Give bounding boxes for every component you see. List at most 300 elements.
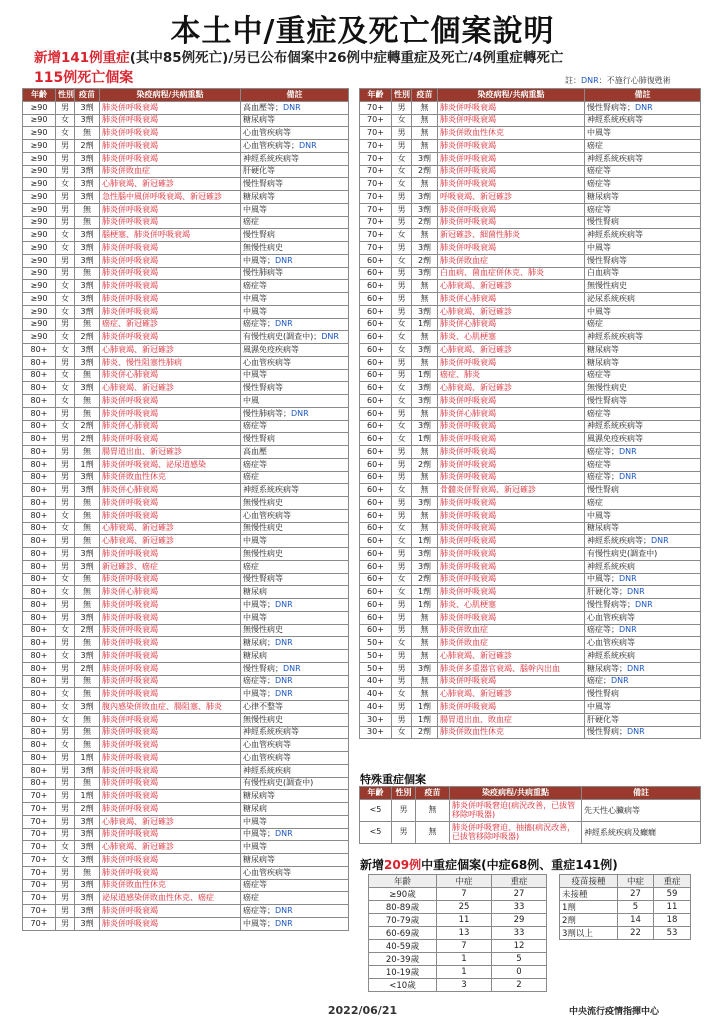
vaccine-cell: 2劑 bbox=[75, 624, 100, 637]
remark-cell bbox=[241, 815, 349, 828]
sex-cell: 男 bbox=[56, 446, 75, 459]
course-cell: 腸胃道出血、敗血症 bbox=[438, 713, 585, 726]
vaccine-cell: 2劑 bbox=[75, 803, 100, 816]
vaccine-cell: 2劑 bbox=[412, 573, 438, 586]
vaccine-cell: 無 bbox=[75, 713, 100, 726]
remark-text: 有慢性病史(調查中) bbox=[587, 548, 658, 558]
table-row bbox=[23, 101, 349, 114]
sex-cell: 男 bbox=[392, 293, 412, 306]
course-cell: 肺炎併呼吸衰竭 bbox=[438, 165, 585, 178]
sex-cell: 女 bbox=[392, 229, 412, 242]
moderate-cell: 25 bbox=[437, 901, 492, 914]
remark-text: 白血病等 bbox=[587, 268, 619, 278]
vaccine-cell: 3劑 bbox=[75, 484, 100, 497]
remark-text: 慢性腎病 bbox=[243, 434, 275, 444]
remark-text: 慢性腎病 bbox=[587, 485, 619, 495]
remark-cell bbox=[585, 497, 701, 510]
remark-text: 中風 bbox=[243, 395, 259, 405]
sex-cell: 男 bbox=[56, 152, 75, 165]
course-cell: 肺炎併呼吸衰竭 bbox=[438, 178, 585, 191]
remark-cell: 糖尿病等；DNR bbox=[585, 662, 701, 675]
course-cell: 肺炎併敗血症 bbox=[438, 624, 585, 637]
remark-cell bbox=[241, 203, 349, 216]
remark-text: 癌症等 bbox=[243, 421, 267, 431]
remark-cell bbox=[241, 484, 349, 497]
vaccine-cell: 3劑 bbox=[412, 420, 438, 433]
remark-text: 糖尿病等 bbox=[587, 523, 619, 533]
remark-text: 無慢性病史 bbox=[243, 497, 283, 507]
course-cell: 肺炎併呼吸衰竭 bbox=[438, 560, 585, 573]
course-cell: 肺炎、心肌梗塞 bbox=[438, 599, 585, 612]
course-cell: 肺炎併呼吸衰竭 bbox=[438, 433, 585, 446]
table-row bbox=[360, 484, 701, 497]
moderate-cell: 5 bbox=[618, 901, 654, 914]
age-cell: ≥90 bbox=[23, 267, 56, 280]
age-cell: 60+ bbox=[360, 280, 392, 293]
age-cell: 60+ bbox=[360, 395, 392, 408]
dnr-badge: DNR bbox=[275, 918, 293, 928]
remark-text: 慢性腎病等 bbox=[587, 102, 627, 112]
remark-cell: 癌症等；DNR bbox=[585, 446, 701, 459]
vaccine-cell: 2劑 bbox=[412, 458, 438, 471]
sex-cell: 男 bbox=[56, 611, 75, 624]
dnr-note bbox=[565, 75, 671, 86]
age-cell: 50+ bbox=[360, 637, 392, 650]
course-cell: 肺炎併敗血症 bbox=[438, 254, 585, 267]
sex-cell: 女 bbox=[392, 344, 412, 357]
table-row bbox=[23, 407, 349, 420]
vaccine-cell: 3劑 bbox=[75, 854, 100, 867]
remark-cell bbox=[585, 203, 701, 216]
table-row bbox=[23, 688, 349, 701]
sex-cell: 女 bbox=[56, 395, 75, 408]
severe-cell: 29 bbox=[492, 914, 547, 927]
course-cell: 肺炎併呼吸衰竭 bbox=[100, 599, 241, 612]
remark-cell bbox=[241, 752, 349, 765]
subtitle-detail: (其中85例死亡)/另已公布個案中26例中症轉重症及死亡/4例重症轉死亡 bbox=[129, 50, 564, 66]
remark-cell: 中風等；DNR bbox=[241, 917, 349, 930]
vaccine-cell: 3劑 bbox=[75, 382, 100, 395]
table-row bbox=[23, 650, 349, 663]
vaccine-cell: 2劑 bbox=[412, 165, 438, 178]
remark-cell bbox=[241, 229, 349, 242]
sex-cell: 女 bbox=[56, 178, 75, 191]
table-row bbox=[23, 752, 349, 765]
course-cell: 肺炎併呼吸衰竭 bbox=[100, 127, 241, 140]
vaccine-cell: 無 bbox=[75, 497, 100, 510]
remark-cell: 有慢性病史(調查中)；DNR bbox=[241, 331, 349, 344]
table-row bbox=[23, 191, 349, 204]
table-row bbox=[23, 344, 349, 357]
col-remark: 備註 bbox=[241, 89, 349, 102]
sex-cell: 男 bbox=[392, 509, 412, 522]
course-cell: 肺炎併呼吸衰竭 bbox=[100, 140, 241, 153]
severe-cell: 33 bbox=[492, 927, 547, 940]
table-row bbox=[23, 293, 349, 306]
sex-cell: 女 bbox=[56, 280, 75, 293]
age-cell: 80+ bbox=[23, 446, 56, 459]
course-cell: 白血病、菌血症併休克、肺炎 bbox=[438, 267, 585, 280]
course-cell: 肺炎併呼吸衰竭 bbox=[100, 497, 241, 510]
group-cell: 60-69歲 bbox=[369, 927, 437, 940]
table-row bbox=[360, 140, 701, 153]
course-cell: 肺炎併呼吸衰竭 bbox=[100, 688, 241, 701]
remark-cell bbox=[585, 637, 701, 650]
table-row bbox=[360, 178, 701, 191]
table-row bbox=[360, 535, 701, 548]
course-cell: 心肺衰竭、新冠確診 bbox=[100, 535, 241, 548]
vaccine-cell: 1劑 bbox=[75, 458, 100, 471]
moderate-cell: 11 bbox=[437, 914, 492, 927]
remark-cell bbox=[241, 242, 349, 255]
remark-cell: 先天性心臟病等 bbox=[582, 799, 701, 821]
col-sex: 性別 bbox=[392, 89, 412, 102]
remark-text: 神經系統疾病等 bbox=[587, 421, 643, 431]
table-row bbox=[23, 203, 349, 216]
course-cell: 肺炎併呼吸衰竭 bbox=[100, 790, 241, 803]
moderate-cell: 7 bbox=[437, 888, 492, 901]
table-row bbox=[23, 165, 349, 178]
remark-text: 有慢性病史(調查中) bbox=[243, 332, 314, 342]
table-row bbox=[23, 178, 349, 191]
age-cell: 80+ bbox=[23, 535, 56, 548]
remark-cell bbox=[241, 369, 349, 382]
table-row bbox=[23, 497, 349, 510]
remark-cell: 高血壓等；DNR bbox=[241, 101, 349, 114]
age-cell: 60+ bbox=[360, 458, 392, 471]
vaccine-cell: 3劑 bbox=[75, 841, 100, 854]
table-row bbox=[360, 497, 701, 510]
remark-cell: 癌症；DNR bbox=[585, 675, 701, 688]
remark-text: 慢性腎病 bbox=[243, 230, 275, 240]
age-cell: ≥90 bbox=[23, 140, 56, 153]
remark-text: 癌症 bbox=[243, 561, 259, 571]
remark-cell bbox=[241, 191, 349, 204]
sex-cell: 男 bbox=[56, 764, 75, 777]
remark-cell bbox=[585, 382, 701, 395]
table-row bbox=[369, 966, 547, 979]
course-cell: 心肺衰竭、新冠確診 bbox=[100, 178, 241, 191]
remark-text: 中風等 bbox=[243, 816, 267, 826]
sex-cell: 男 bbox=[392, 446, 412, 459]
age-cell: 70+ bbox=[360, 178, 392, 191]
dnr-badge: DNR bbox=[275, 689, 293, 699]
course-cell: 肺炎併呼吸衰竭 bbox=[100, 803, 241, 816]
severe-cell: 18 bbox=[654, 914, 691, 927]
col-moderate: 中症 bbox=[437, 875, 492, 888]
subtitle-prefix: 新增 bbox=[34, 50, 61, 66]
vaccine-cell: 無 bbox=[75, 522, 100, 535]
sex-cell: 男 bbox=[56, 216, 75, 229]
age-cell: 80+ bbox=[23, 433, 56, 446]
remark-text: 糖尿病 bbox=[243, 638, 267, 648]
remark-text: 神經系統疾病等 bbox=[587, 332, 643, 342]
remark-text: 癌症等 bbox=[243, 676, 267, 686]
vaccine-cell: 3劑 bbox=[75, 305, 100, 318]
age-cell: 70+ bbox=[23, 917, 56, 930]
age-cell: ≥90 bbox=[23, 101, 56, 114]
table-row bbox=[23, 509, 349, 522]
vaccine-cell: 1劑 bbox=[412, 369, 438, 382]
remark-cell bbox=[241, 216, 349, 229]
remark-cell bbox=[241, 764, 349, 777]
remark-text: 高血壓等 bbox=[243, 102, 275, 112]
sex-cell: 女 bbox=[56, 382, 75, 395]
severe-cell: 53 bbox=[654, 927, 691, 940]
remark-text: 中風等 bbox=[587, 128, 611, 138]
vaccine-cell: 無 bbox=[75, 739, 100, 752]
vaccine-cell: 無 bbox=[412, 140, 438, 153]
remark-text: 神經系統疾病等 bbox=[587, 536, 643, 546]
course-cell: 肺炎併呼吸衰竭 bbox=[100, 611, 241, 624]
sex-cell: 男 bbox=[392, 713, 412, 726]
vaccine-cell: 無 bbox=[75, 203, 100, 216]
remark-text: 慢性肺病等 bbox=[243, 408, 283, 418]
age-cell: 70+ bbox=[23, 803, 56, 816]
vaccine-cell: 2劑 bbox=[75, 420, 100, 433]
table-row bbox=[23, 318, 349, 331]
remark-cell bbox=[241, 790, 349, 803]
sex-cell: 女 bbox=[56, 624, 75, 637]
age-cell: ≥90 bbox=[23, 293, 56, 306]
course-cell: 肺炎併呼吸窘迫(病況改善，已拔管移除呼吸器) bbox=[450, 799, 582, 821]
remark-cell: 癌症等；DNR bbox=[585, 471, 701, 484]
table-row bbox=[360, 229, 701, 242]
remark-cell bbox=[585, 152, 701, 165]
table-row bbox=[360, 599, 701, 612]
vaccine-cell: 3劑 bbox=[412, 382, 438, 395]
remark-text: 中風等 bbox=[243, 918, 267, 928]
vaccine-cell: 3劑 bbox=[412, 395, 438, 408]
remark-text: 糖尿病等 bbox=[587, 357, 619, 367]
vaccine-cell: 2劑 bbox=[75, 140, 100, 153]
remark-text: 癌症 bbox=[587, 497, 603, 507]
remark-text: 中風等 bbox=[243, 306, 267, 316]
vaccine-cell: 無 bbox=[75, 509, 100, 522]
moderate-cell: 14 bbox=[618, 914, 654, 927]
note-dnr: DNR bbox=[581, 76, 599, 85]
note-prefix: 註： bbox=[565, 76, 581, 85]
dnr-badge: DNR bbox=[275, 829, 293, 839]
vaccine-cell: 1劑 bbox=[412, 535, 438, 548]
dnr-badge: DNR bbox=[619, 574, 637, 584]
sex-cell: 男 bbox=[392, 611, 412, 624]
severe-heading bbox=[360, 856, 618, 873]
course-cell: 肺炎併呼吸衰竭 bbox=[438, 114, 585, 127]
table-row bbox=[23, 305, 349, 318]
remark-text: 中風等 bbox=[587, 242, 611, 252]
col-age: 年齡 bbox=[360, 89, 392, 102]
sex-cell: 男 bbox=[56, 815, 75, 828]
sex-cell: 男 bbox=[392, 101, 412, 114]
remark-text: 慢性肺病等 bbox=[243, 268, 283, 278]
table-row bbox=[23, 127, 349, 140]
vaccine-cell: 3劑 bbox=[75, 229, 100, 242]
age-cell: 80+ bbox=[23, 624, 56, 637]
age-cell: 70+ bbox=[360, 191, 392, 204]
dnr-badge: DNR bbox=[627, 663, 645, 673]
course-cell: 肺炎併呼吸衰竭 bbox=[100, 854, 241, 867]
age-cell: 70+ bbox=[23, 892, 56, 905]
age-cell: 60+ bbox=[360, 356, 392, 369]
sex-cell: 男 bbox=[392, 216, 412, 229]
sex-cell: 女 bbox=[56, 573, 75, 586]
remark-text: 癌症等 bbox=[587, 408, 611, 418]
table-row bbox=[23, 280, 349, 293]
remark-cell bbox=[241, 586, 349, 599]
sex-cell: 男 bbox=[56, 917, 75, 930]
sex-cell: 女 bbox=[392, 382, 412, 395]
vaccine-cell: 無 bbox=[75, 573, 100, 586]
deaths-heading: 115例死亡個案 bbox=[34, 70, 134, 86]
course-cell: 肺炎併呼吸衰竭 bbox=[100, 713, 241, 726]
sex-cell: 女 bbox=[56, 701, 75, 714]
sex-cell: 女 bbox=[392, 395, 412, 408]
sex-cell: 男 bbox=[56, 752, 75, 765]
remark-cell: 慢性腎病；DNR bbox=[241, 662, 349, 675]
group-cell: ≥90歲 bbox=[369, 888, 437, 901]
remark-cell bbox=[241, 356, 349, 369]
age-cell: ≥90 bbox=[23, 152, 56, 165]
table-row bbox=[360, 433, 701, 446]
table-row bbox=[23, 599, 349, 612]
dnr-badge: DNR bbox=[283, 663, 301, 673]
table-row bbox=[369, 927, 547, 940]
remark-cell bbox=[241, 114, 349, 127]
col-remark: 備註 bbox=[585, 89, 701, 102]
remark-cell: 慢性肺病等；DNR bbox=[241, 407, 349, 420]
course-cell: 心肺衰竭、新冠確診 bbox=[438, 344, 585, 357]
course-cell: 肺炎併呼吸衰竭 bbox=[100, 675, 241, 688]
table-row bbox=[360, 446, 701, 459]
sex-cell: 女 bbox=[56, 331, 75, 344]
remark-text: 中風等 bbox=[587, 574, 611, 584]
vaccine-cell: 無 bbox=[75, 586, 100, 599]
remark-cell bbox=[585, 548, 701, 561]
age-cell: 70+ bbox=[360, 216, 392, 229]
col-sex: 性別 bbox=[56, 89, 75, 102]
group-cell: 40-59歲 bbox=[369, 940, 437, 953]
remark-text: 慢性腎病等 bbox=[243, 574, 283, 584]
table-row bbox=[360, 395, 701, 408]
table-row bbox=[360, 675, 701, 688]
vaccine-cell: 1劑 bbox=[412, 713, 438, 726]
sex-cell: 男 bbox=[56, 560, 75, 573]
vaccine-cell: 3劑 bbox=[412, 191, 438, 204]
age-cell: 80+ bbox=[23, 560, 56, 573]
remark-cell bbox=[241, 892, 349, 905]
course-cell: 心肺衰竭、新冠確診 bbox=[438, 650, 585, 663]
sex-cell: 男 bbox=[56, 803, 75, 816]
age-cell: 70+ bbox=[23, 905, 56, 918]
vaccine-cell: 3劑 bbox=[412, 344, 438, 357]
remark-text: 癌症 bbox=[587, 140, 603, 150]
table-row bbox=[369, 953, 547, 966]
dnr-badge: DNR bbox=[275, 905, 293, 915]
table-row bbox=[560, 914, 691, 927]
remark-cell: 中風等；DNR bbox=[585, 573, 701, 586]
dnr-badge: DNR bbox=[627, 587, 645, 597]
remark-cell: 癌症等；DNR bbox=[585, 624, 701, 637]
remark-cell bbox=[241, 573, 349, 586]
table-row bbox=[369, 901, 547, 914]
age-cell: 60+ bbox=[360, 548, 392, 561]
remark-text: 神經系統疾病等 bbox=[243, 485, 299, 495]
vaccine-cell: 3劑 bbox=[412, 267, 438, 280]
table-row bbox=[23, 586, 349, 599]
remark-cell: 慢性腎病；DNR bbox=[585, 726, 701, 739]
course-cell: 肺炎併呼吸衰竭 bbox=[438, 548, 585, 561]
vaccine-cell: 無 bbox=[412, 331, 438, 344]
table-row bbox=[23, 395, 349, 408]
course-cell: 心肺衰竭、新冠確診 bbox=[100, 815, 241, 828]
sex-cell: 女 bbox=[56, 522, 75, 535]
age-cell: ≥90 bbox=[23, 127, 56, 140]
age-cell: 80+ bbox=[23, 509, 56, 522]
age-cell: ≥90 bbox=[23, 216, 56, 229]
course-cell: 肺炎併呼吸衰竭 bbox=[100, 407, 241, 420]
remark-cell bbox=[585, 280, 701, 293]
remark-cell bbox=[241, 624, 349, 637]
remark-cell bbox=[241, 560, 349, 573]
remark-text: 癌症等 bbox=[587, 204, 611, 214]
remark-cell: 心血管疾病等；DNR bbox=[241, 140, 349, 153]
sex-cell: 男 bbox=[392, 821, 416, 843]
sex-cell: 女 bbox=[392, 318, 412, 331]
age-cell: 60+ bbox=[360, 535, 392, 548]
table-row bbox=[360, 624, 701, 637]
sex-cell: 男 bbox=[56, 356, 75, 369]
course-cell: 肺炎併呼吸衰竭 bbox=[438, 701, 585, 714]
vaccine-cell: 3劑 bbox=[75, 892, 100, 905]
dnr-badge: DNR bbox=[275, 319, 293, 329]
remark-text: 神經系統疾病 bbox=[587, 561, 635, 571]
remark-cell bbox=[241, 433, 349, 446]
course-cell: 心肺衰竭、新冠確診 bbox=[438, 305, 585, 318]
remark-cell bbox=[241, 152, 349, 165]
vaccine-cell: 3劑 bbox=[412, 203, 438, 216]
table-row bbox=[23, 701, 349, 714]
course-cell: 肺炎併呼吸衰竭 bbox=[100, 752, 241, 765]
age-cell: 30+ bbox=[360, 713, 392, 726]
age-cell: 70+ bbox=[360, 229, 392, 242]
remark-text: 糖尿病等 bbox=[243, 191, 275, 201]
remark-cell bbox=[241, 701, 349, 714]
table-row bbox=[23, 560, 349, 573]
table-row bbox=[360, 420, 701, 433]
vaccine-cell: 3劑 bbox=[75, 254, 100, 267]
remark-text: 癌症等 bbox=[587, 179, 611, 189]
group-cell: 2劑 bbox=[560, 914, 618, 927]
table-row bbox=[360, 191, 701, 204]
age-cell: 70+ bbox=[360, 203, 392, 216]
sex-cell: 男 bbox=[392, 127, 412, 140]
remark-text: 無慢性病史 bbox=[243, 625, 283, 635]
course-cell: 肺炎併心肺衰竭 bbox=[100, 420, 241, 433]
moderate-cell: 13 bbox=[437, 927, 492, 940]
course-cell: 肺炎併呼吸衰竭 bbox=[438, 395, 585, 408]
sex-cell: 女 bbox=[392, 433, 412, 446]
sex-cell: 男 bbox=[392, 242, 412, 255]
vaccine-cell: 3劑 bbox=[75, 548, 100, 561]
vaccine-cell: 3劑 bbox=[412, 305, 438, 318]
course-cell: 肺炎併呼吸衰竭 bbox=[438, 497, 585, 510]
sex-cell: 女 bbox=[56, 229, 75, 242]
table-row bbox=[23, 841, 349, 854]
remark-text: 癌症等 bbox=[587, 625, 611, 635]
age-cell: 80+ bbox=[23, 573, 56, 586]
vaccine-cell: 3劑 bbox=[75, 471, 100, 484]
